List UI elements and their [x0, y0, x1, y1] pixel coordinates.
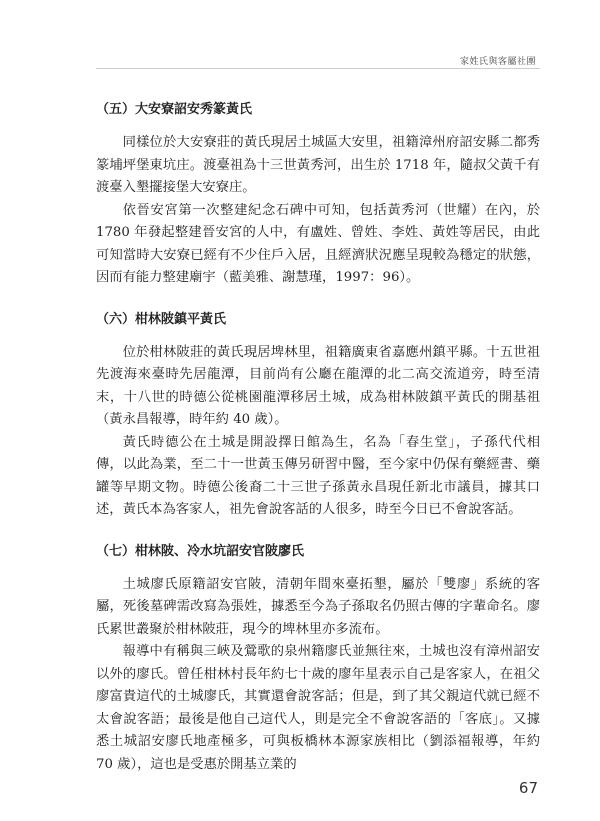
paragraph: 黃氏時德公在土城是開設擇日館為生，名為「春生堂」，子孫代代相傳，以此為業，至二十一世黃玉傳另研習中醫，至今家中仍保有藥經書、藥罐等早期文物。時德公後裔二十三世子孫黃永昌現任新北市議員，據其口述，黃氏本為客家人，祖先會說客話的人很多，時至今日已不會說客話。: [96, 434, 540, 517]
paragraph: 同樣位於大安寮莊的黃氏現居土城區大安里，祖籍漳州府詔安縣二都秀篆埔坪堡東坑庄。渡臺祖為十三世黃秀河，出生於 1718 年，隨叔父黃千有渡臺入墾擺接堡大安寮庄。: [96, 135, 540, 195]
section-7: [96, 542, 540, 777]
section-heading: （五）大安寮詔安秀篆黃氏: [96, 102, 253, 117]
section-heading: （七）柑林陂、冷水坑詔安官陂廖氏: [96, 543, 305, 559]
header-divider: [96, 68, 540, 69]
paragraph: 土城廖氏原籍詔安官陂，清朝年間來臺拓墾，屬於「雙廖」系統的客屬，死後墓碑需改寫為張姓，據悉至今為子孫取名仍照古傳的字輩命名。廖氏累世叢聚於柑林陂莊，現今的埤林里亦多流布。: [96, 576, 540, 637]
paragraph: 位於柑林陂莊的黃氏現居埤林里，祖籍廣東省嘉應州鎮平縣。十五世祖先渡海來臺時先居龍潭，目前尚有公廳在龍潭的北二高交流道旁，時至清末，十八世的時德公從桃園龍潭移居土城，成為柑林陂鎮平黃氏的開基祖（黃永昌報導，時年約 40 歲）。: [96, 344, 540, 427]
running-header: 家姓氏與客屬社團: [459, 57, 536, 67]
paragraph: 依晉安宮第一次整建紀念石碑中可知，包括黃秀河（世耀）在內，於1780 年發起整建晉安宮的人中，有盧姓、曾姓、李姓、黃姓等居民，由此可知當時大安寮已經有不少住戶入居，且經濟狀況應呈現較為穩定的狀態，因而有能力整建廟宇（藍美雅、謝慧瑾，1997：96）。: [96, 202, 540, 285]
page-body: [96, 100, 540, 792]
section-heading: （六）柑林陂鎮平黃氏: [96, 311, 227, 327]
section-5: [96, 100, 540, 290]
page-number: 67: [518, 779, 538, 797]
paragraph: 報導中有稱與三峽及鶯歌的泉州籍廖氏並無往來，土城也沒有漳州詔安以外的廖氏。曾任柑林村長年約七十歲的廖年星表示自己是客家人，在祖父廖富貴這代的土城廖氏，其實還會說客話；但是，到了其父親這代就已經不太會說客語；最後是他自己這代人，則是完全不會說客語的「客底」。又據悉土城詔安廖氏地產極多，可與板橋林本源家族相比（劉添福報導，年約 70 歲），這也是受惠於開基立業的: [96, 644, 540, 772]
section-6: [96, 310, 540, 522]
